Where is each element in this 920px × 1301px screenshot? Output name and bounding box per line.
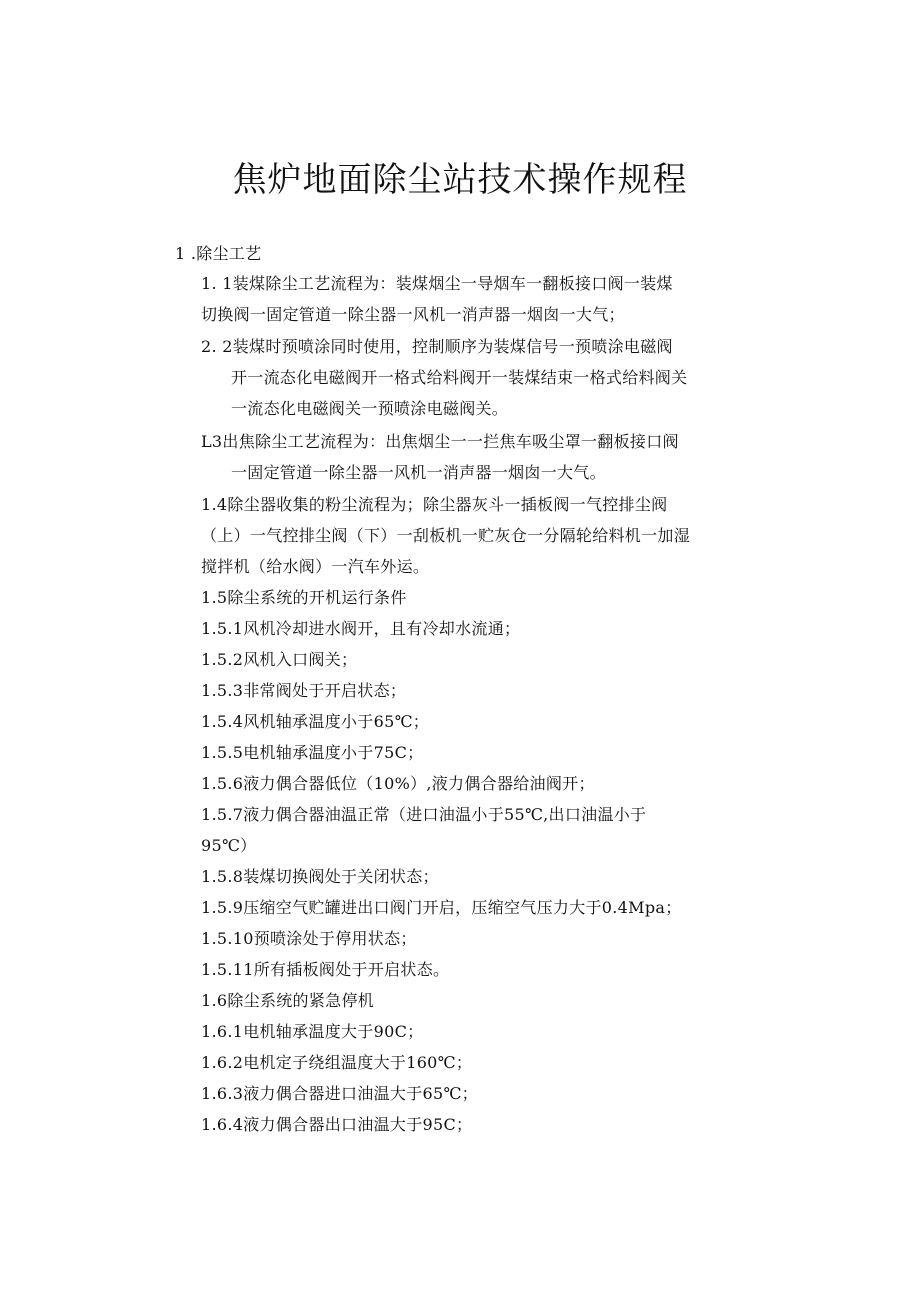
list-item: 1.5.6液力偶合器低位（10%）,液力偶合器给油阀开； bbox=[201, 774, 595, 793]
paragraph-line: 一固定管道一除尘器一风机一消声器一烟囱一大气。 bbox=[231, 463, 606, 482]
list-item: 1.6.3液力偶合器进口油温大于65℃； bbox=[201, 1084, 478, 1103]
list-item: 1.5.10预喷涂处于停用状态； bbox=[201, 929, 417, 948]
paragraph-line: L3出焦除尘工艺流程为：出焦烟尘一一拦焦车吸尘罩一翻板接口阀 bbox=[201, 432, 679, 451]
paragraph-line: 搅拌机（给水阀）一汽车外运。 bbox=[201, 557, 430, 576]
list-item: 1.6.2电机定子绕组温度大于160℃； bbox=[201, 1053, 473, 1072]
list-item: 1.5.5电机轴承温度小于75C； bbox=[201, 743, 424, 762]
paragraph-line: 1.4除尘器收集的粉尘流程为；除尘器灰斗一插板阀一气控排尘阀 bbox=[201, 495, 668, 514]
list-item: 1.5.7液力偶合器油温正常（进口油温小于55℃,出口油温小于 bbox=[201, 805, 647, 824]
list-item: 1.5除尘系统的开机运行条件 bbox=[201, 588, 407, 607]
list-item: 1.6除尘系统的紧急停机 bbox=[201, 991, 375, 1010]
document-title: 焦炉地面除尘站技术操作规程 bbox=[232, 160, 688, 200]
paragraph-line: 开一流态化电磁阀开一格式给料阀开一装煤结束一格式给料阀关 bbox=[231, 368, 688, 387]
list-item: 1.5.8装煤切换阀处于关闭状态； bbox=[201, 867, 439, 886]
paragraph-line: 1. 1装煤除尘工艺流程为：装煤烟尘一导烟车一翻板接口阀一装煤 bbox=[201, 274, 673, 293]
list-item: 1.5.4风机轴承温度小于65℃； bbox=[201, 712, 430, 731]
list-item: 1.5.2风机入口阀关； bbox=[201, 650, 358, 669]
paragraph-line: 2. 2装煤时预喷涂同时使用，控制顺序为装煤信号一预喷涂电磁阀 bbox=[201, 337, 673, 356]
list-item: 1.5.9压缩空气贮罐进出口阀门开启，压缩空气压力大于0.4Mpa； bbox=[201, 898, 682, 917]
paragraph-line: 一流态化电磁阀关一预喷涂电磁阀关。 bbox=[231, 399, 509, 418]
list-item: 1.5.3非常阀处于开启状态； bbox=[201, 681, 407, 700]
list-item: 1.6.4液力偶合器出口油温大于95C； bbox=[201, 1115, 473, 1134]
list-item: 1.5.1风机冷却进水阀开，且有冷却水流通； bbox=[201, 619, 521, 638]
section-heading: 1 .除尘工艺 bbox=[175, 244, 262, 263]
list-item: 95℃） bbox=[201, 836, 257, 855]
list-item: 1.6.1电机轴承温度大于90C； bbox=[201, 1022, 424, 1041]
paragraph-line: 切换阀一固定管道一除尘器一风机一消声器一烟囱一大气； bbox=[201, 305, 625, 324]
list-item: 1.5.11所有插板阀处于开启状态。 bbox=[201, 960, 450, 979]
paragraph-line: （上）一气控排尘阀（下）一刮板机一贮灰仓一分隔轮给料机一加湿 bbox=[201, 526, 691, 545]
